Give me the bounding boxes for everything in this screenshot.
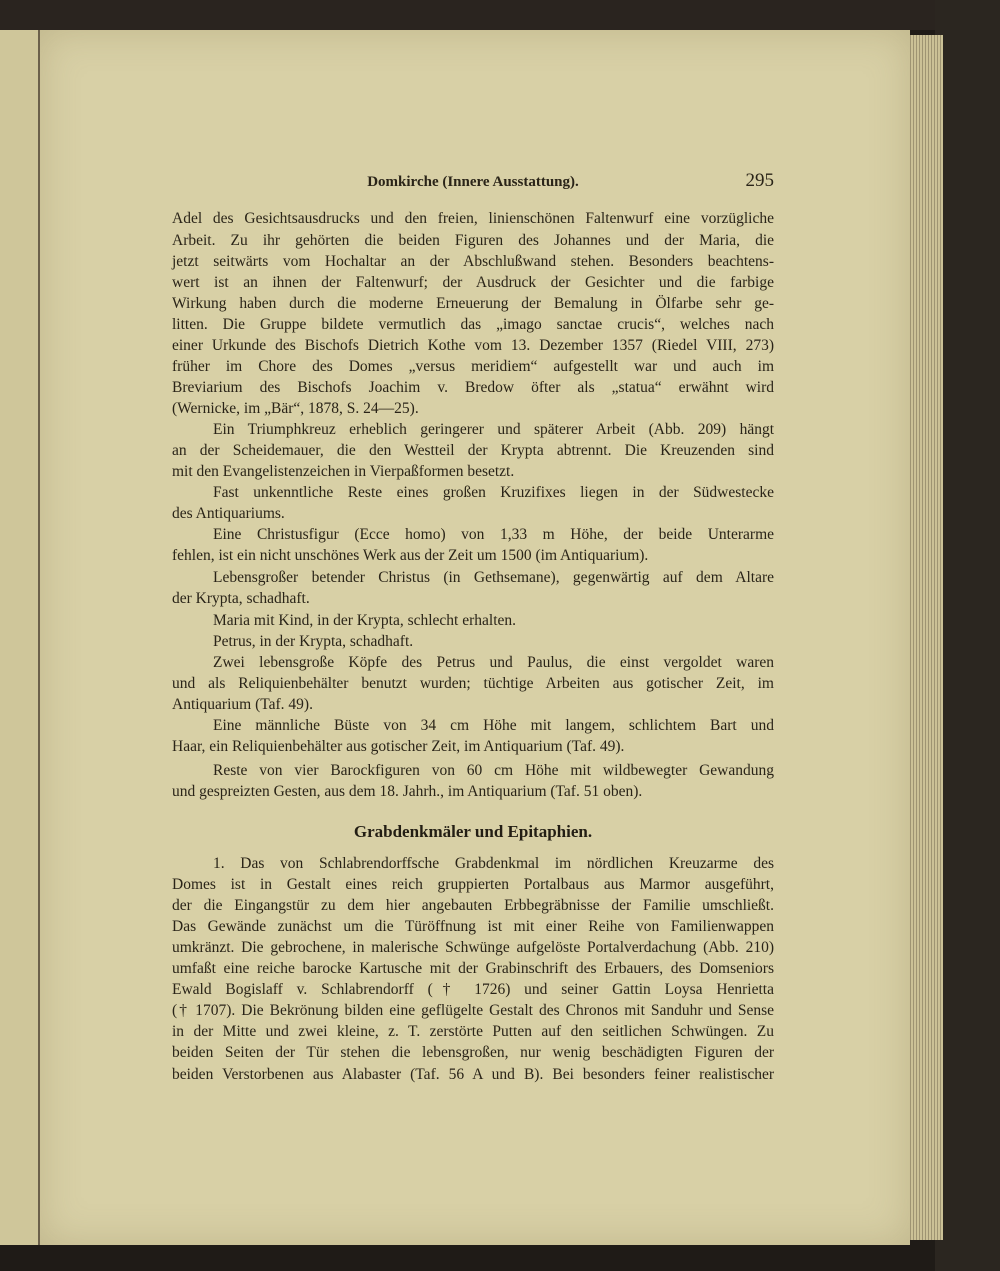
text-line: Adel des Gesichtsausdrucks und den freien, linienschönen Faltenwurf eine vorzügliche [172,210,774,227]
previous-page-edge [0,30,40,1245]
text-line: litten. Die Gruppe bildete vermutlich das „imago sanctae crucis“, welches nach [172,316,774,333]
text-line: Eine Christusfigur (Ecce homo) von 1,33 m Höhe, der beide Unterarme [213,526,774,543]
text-line: Ewald Bogislaff v. Schlabrendorff († 1726) und seiner Gattin Loysa Henrietta [172,981,774,998]
text-line: Zwei lebensgroße Köpfe des Petrus und Paulus, die einst vergoldet waren [213,654,774,671]
text-line: Ein Triumphkreuz erheblich geringerer und späterer Arbeit (Abb. 209) hängt [213,421,774,438]
text-line: Wirkung haben durch die moderne Erneuerung der Bemalung in Ölfarbe sehr ge- [172,295,774,312]
text-line: jetzt seitwärts vom Hochaltar an der Abschlußwand stehen. Besonders beachtens- [172,253,774,270]
book-cover [935,0,1000,1271]
text-line: des Antiquariums. [172,505,285,522]
text-line: wert ist an ihnen der Faltenwurf; der Ausdruck der Gesichter und die farbige [172,274,774,291]
page-edges [905,35,943,1240]
text-line: Das Gewände zunächst um die Türöffnung ist mit einer Reihe von Familienwappen [172,918,774,935]
text-line: (Wernicke, im „Bär“, 1878, S. 24—25). [172,400,419,417]
scan-background-top [0,0,1000,30]
text-line: mit den Evangelistenzeichen in Vierpaßformen besetzt. [172,463,515,480]
text-line: Domes ist in Gestalt eines reich gruppierten Portalbaus aus Marmor ausgeführt, [172,876,774,893]
text-line: Antiquarium (Taf. 49). [172,696,313,713]
text-line: Fast unkenntliche Reste eines großen Kruzifixes liegen in der Südwestecke [213,484,774,501]
text-line: an der Scheidemauer, die den Westteil der Krypta abtrennt. Die Kreuzenden sind [172,442,774,459]
text-line: der Krypta, schadhaft. [172,590,310,607]
page-header [172,170,774,194]
section-heading: Grabdenkmäler und Epitaphien. [353,822,593,841]
running-title: Domkirche (Innere Ausstattung). [367,174,579,190]
text-line: beiden Verstorbenen aus Alabaster (Taf. 56 A und B). Bei besonders feiner realistischer [172,1066,774,1083]
text-line: der die Eingangstür zu dem hier angebauten Erbbegräbnisse der Familie umschließt. [172,897,774,914]
text-line: († 1707). Die Bekrönung bilden eine geflügelte Gestalt des Chronos mit Sanduhr und Sense [172,1002,774,1019]
text-line: Maria mit Kind, in der Krypta, schlecht erhalten. [213,612,517,629]
text-line: Lebensgroßer betender Christus (in Gethsemane), gegenwärtig auf dem Altare [213,569,774,586]
text-line: in der Mitte und zwei kleine, z. T. zerstörte Putten auf den seitlichen Schwüngen. Zu [172,1023,774,1040]
text-line: Arbeit. Zu ihr gehörten die beiden Figuren des Johannes und der Maria, die [172,232,774,249]
text-line: Haar, ein Reliquienbehälter aus gotischer Zeit, im Antiquarium (Taf. 49). [172,738,625,755]
text-line: beiden Seiten der Tür stehen die lebensgroßen, nur wenig beschädigten Figuren der [172,1044,774,1061]
text-line: einer Urkunde des Bischofs Dietrich Kothe vom 13. Dezember 1357 (Riedel VIII, 273) [172,337,774,354]
text-line: umkränzt. Die gebrochene, in malerische Schwünge aufgelöste Portalverdachung (Abb. 210) [172,939,774,956]
text-line: Breviarium des Bischofs Joachim v. Bredow öfter als „statua“ erwähnt wird [172,379,774,396]
text-line: Eine männliche Büste von 34 cm Höhe mit langem, schlichtem Bart und [213,717,774,734]
text-line: Reste von vier Barockfiguren von 60 cm Höhe mit wildbewegter Gewandung [213,762,774,779]
text-line: und gespreizten Gesten, aus dem 18. Jahrh., im Antiquarium (Taf. 51 oben). [172,783,643,800]
page-number: 295 [745,170,774,191]
text-line: 1. Das von Schlabrendorffsche Grabdenkmal im nördlichen Kreuzarme des [213,855,774,872]
text-line: und als Reliquienbehälter benutzt wurden; tüchtige Arbeiten aus gotischer Zeit, im [172,675,774,692]
text-line: fehlen, ist ein nicht unschönes Werk aus der Zeit um 1500 (im Antiquarium). [172,547,649,564]
text-line: Petrus, in der Krypta, schadhaft. [213,633,414,650]
text-line: früher im Chore des Domes „versus meridiem“ aufgestellt war und auch im [172,358,774,375]
text-line: umfaßt eine reiche barocke Kartusche mit der Grabinschrift des Erbauers, des Domseniors [172,960,774,977]
